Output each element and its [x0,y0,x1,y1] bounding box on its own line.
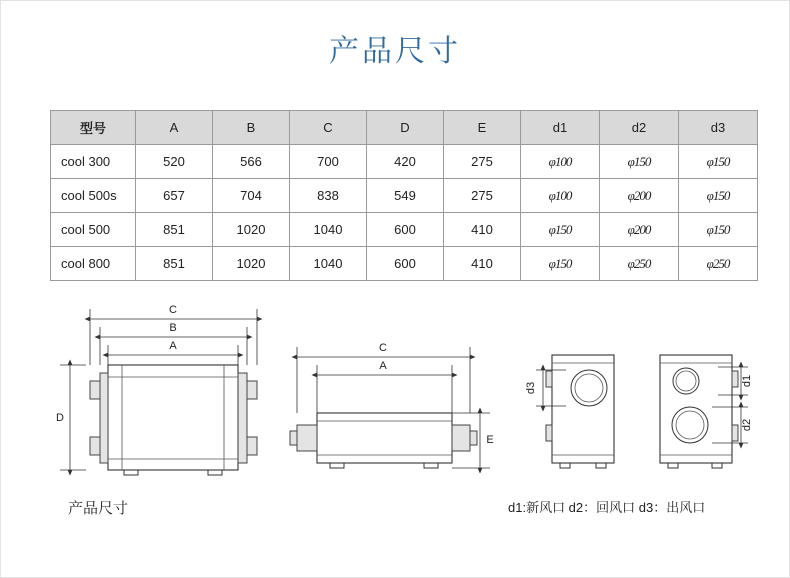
side-view-drawing [290,342,494,468]
cell-d1: φ150 [521,213,600,247]
cell-a: 657 [136,179,213,213]
table-header-row [51,111,758,145]
cell-d: 549 [367,179,444,213]
cell-d: 600 [367,213,444,247]
label-end-d3: d3 [525,381,537,395]
column-header-b: B [213,111,290,145]
right-drawing-caption: d1:新风口 d2：回风口 d3：出风口 [508,500,706,515]
cell-d3: φ150 [679,145,758,179]
label-side-e: E [486,434,494,446]
cell-d2: φ200 [600,179,679,213]
label-top-d: D [56,412,64,424]
cell-d1: φ100 [521,179,600,213]
technical-drawings [0,285,790,530]
label-top-c: C [169,304,177,316]
end-view-left-drawing [525,355,614,468]
column-header-c: C [290,111,367,145]
cell-a: 520 [136,145,213,179]
label-side-a: A [379,360,387,372]
cell-d1: φ100 [521,145,600,179]
column-header-d: D [367,111,444,145]
cell-d: 600 [367,247,444,281]
column-header-d1: d1 [521,111,600,145]
cell-model: cool 500 [51,213,136,247]
cell-b: 704 [213,179,290,213]
cell-model: cool 800 [51,247,136,281]
cell-d2: φ150 [600,145,679,179]
spec-table [50,110,758,281]
table-header [51,111,758,145]
cell-e: 275 [444,145,521,179]
column-header-d3: d3 [679,111,758,145]
label-side-c: C [379,342,387,354]
end-view-right-drawing [660,355,753,468]
column-header-a: A [136,111,213,145]
cell-c: 1040 [290,247,367,281]
cell-d3: φ150 [679,179,758,213]
table-row [51,213,758,247]
cell-model: cool 300 [51,145,136,179]
cell-e: 275 [444,179,521,213]
cell-d3: φ150 [679,213,758,247]
cell-c: 700 [290,145,367,179]
top-view-drawing [56,304,257,475]
label-end-d1: d1 [741,374,753,388]
cell-c: 1040 [290,213,367,247]
drawings-svg [0,285,790,530]
label-top-a: A [169,340,177,352]
spec-table-container [50,110,740,281]
cell-d: 420 [367,145,444,179]
cell-a: 851 [136,213,213,247]
table-row [51,247,758,281]
table-body [51,145,758,281]
label-end-d2: d2 [741,418,753,432]
cell-model: cool 500s [51,179,136,213]
label-top-b: B [169,322,177,334]
column-header-model: 型号 [51,111,136,145]
cell-b: 1020 [213,247,290,281]
cell-b: 1020 [213,213,290,247]
cell-e: 410 [444,247,521,281]
table-row [51,179,758,213]
cell-d2: φ250 [600,247,679,281]
left-drawing-caption: 产品尺寸 [68,500,129,517]
page-title: 产品尺寸 [329,35,461,68]
table-row [51,145,758,179]
cell-d1: φ150 [521,247,600,281]
cell-e: 410 [444,213,521,247]
column-header-e: E [444,111,521,145]
cell-d2: φ200 [600,213,679,247]
cell-d3: φ250 [679,247,758,281]
cell-b: 566 [213,145,290,179]
cell-a: 851 [136,247,213,281]
column-header-d2: d2 [600,111,679,145]
cell-c: 838 [290,179,367,213]
